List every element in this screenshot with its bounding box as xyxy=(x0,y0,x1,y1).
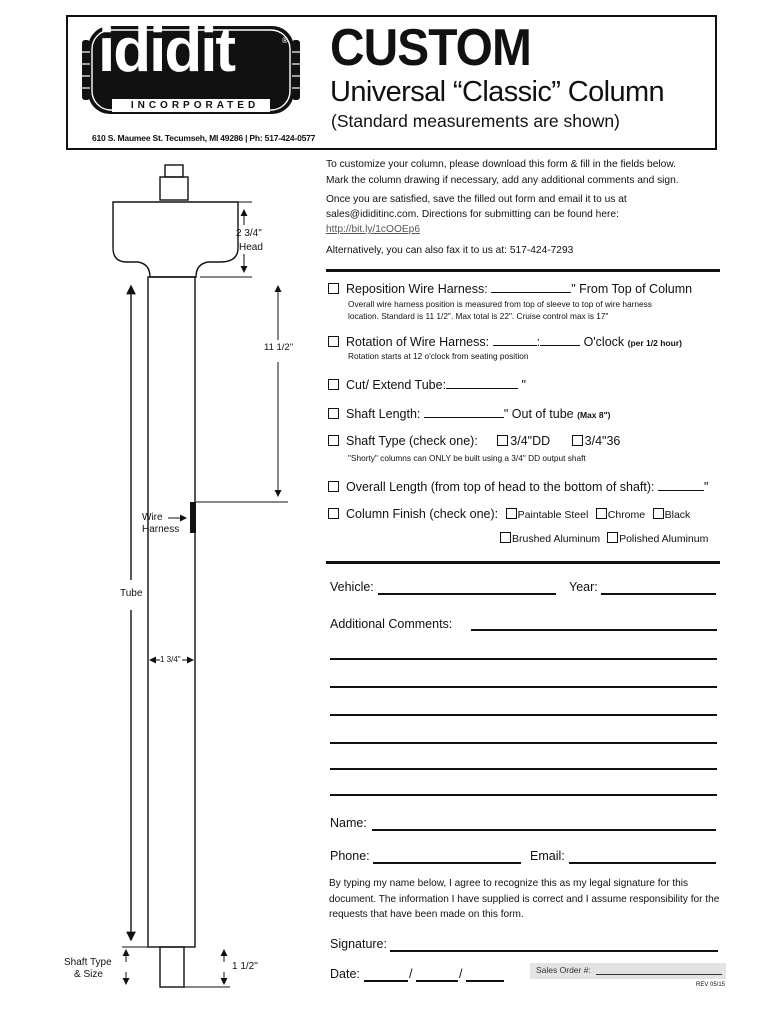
shaft-type-checkbox[interactable] xyxy=(328,435,339,446)
comments-input-line-5[interactable] xyxy=(330,742,717,744)
sales-order-box xyxy=(530,963,726,979)
shaft-type-36-checkbox[interactable] xyxy=(572,435,583,446)
column-finish-row-2 xyxy=(500,531,708,545)
option-cut-extend xyxy=(328,376,526,392)
cut-extend-input[interactable] xyxy=(446,376,518,389)
phone-label: Phone: xyxy=(330,849,370,863)
measurement-note: (Standard measurements are shown) xyxy=(331,111,620,131)
logo-wordmark: ididit xyxy=(98,16,235,85)
finish-paintable-checkbox[interactable] xyxy=(506,508,517,519)
option-overall-length xyxy=(328,478,708,494)
comments-input-line-4[interactable] xyxy=(330,714,717,716)
intro-line-3: Once you are satisfied, save the filled out form and email it to us at xyxy=(326,194,627,205)
wire-harness-note-2: location. Standard is 11 1/2". Max total is 22". Cruise control max is 17" xyxy=(348,311,609,321)
comments-input-line-1[interactable] xyxy=(471,629,717,631)
rotation-note: Rotation starts at 12 o'clock from seating position xyxy=(348,351,529,361)
column-finish-checkbox[interactable] xyxy=(328,508,339,519)
revision-label: REV 05/15 xyxy=(696,982,726,988)
finish-polished-checkbox[interactable] xyxy=(607,532,618,543)
comments-input-line-3[interactable] xyxy=(330,686,717,688)
tube-width-label: 1 3/4" xyxy=(160,655,181,664)
finish-chrome-checkbox[interactable] xyxy=(596,508,607,519)
cut-extend-checkbox[interactable] xyxy=(328,379,339,390)
finish-polished-label: Polished Aluminum xyxy=(619,533,709,545)
finish-paintable-label: Paintable Steel xyxy=(517,509,589,521)
finish-black-label: Black xyxy=(664,509,691,521)
rotation-suffix: O'clock xyxy=(583,335,625,349)
bottom-shaft xyxy=(160,947,184,987)
overall-length-suffix: " xyxy=(704,480,709,494)
finish-brushed-checkbox[interactable] xyxy=(500,532,511,543)
rotation-colon: : xyxy=(536,335,541,349)
signature-input[interactable] xyxy=(390,950,718,952)
email-label: Email: xyxy=(530,849,565,863)
company-address: 610 S. Maumee St. Tecumseh, MI 49286 | Ph: 517-424-0577 xyxy=(92,133,316,143)
shaft-type-label-1: Shaft Type xyxy=(64,957,112,968)
sales-order-label: Sales Order #: xyxy=(536,965,591,975)
wire-harness-checkbox[interactable] xyxy=(328,283,339,294)
shaft-top xyxy=(160,177,188,200)
shaft-length-suffix: " Out of tube xyxy=(503,407,574,421)
cut-extend-suffix: " xyxy=(521,378,526,392)
comments-input-line-2[interactable] xyxy=(330,658,717,660)
column-diagram xyxy=(0,150,320,1024)
column-finish-label: Column Finish (check one): xyxy=(346,507,499,521)
shaft-length-label: Shaft Length: xyxy=(346,407,421,421)
shaft-type-label: Shaft Type (check one): xyxy=(346,434,478,448)
shaft-top-stub xyxy=(165,165,183,177)
vehicle-input[interactable] xyxy=(378,593,556,595)
date-separator-2: / xyxy=(459,967,463,981)
option-column-finish xyxy=(328,507,690,521)
rotation-label: Rotation of Wire Harness: xyxy=(346,335,490,349)
form-title: CUSTOM xyxy=(330,19,531,77)
shaft-type-note: "Shorty" columns can ONLY be built using a 3/4" DD output shaft xyxy=(348,453,586,463)
name-input[interactable] xyxy=(372,829,716,831)
head-dimension-label: 2 3/4" xyxy=(236,228,262,239)
comments-input-line-6[interactable] xyxy=(330,768,717,770)
signature-label: Signature: xyxy=(330,937,387,951)
shaft-length-checkbox[interactable] xyxy=(328,408,339,419)
option-wire-harness xyxy=(328,280,692,296)
section-divider-top xyxy=(326,269,720,272)
comments-label: Additional Comments: xyxy=(330,617,453,631)
intro-line-4: sales@ididitinc.com. Directions for submitting can be found here: xyxy=(326,209,619,220)
column-head xyxy=(113,202,238,277)
comments-input-line-7[interactable] xyxy=(330,794,717,796)
rotation-minute-input[interactable] xyxy=(540,333,580,346)
fax-note: Alternatively, you can also fax it to us at: 517-424-7293 xyxy=(326,245,574,256)
directions-link[interactable]: http://bit.ly/1cOOEp6 xyxy=(326,224,420,235)
column-tube xyxy=(148,277,195,947)
wire-harness-label-2: Harness xyxy=(142,524,180,535)
agreement-text: By typing my name below, I agree to recognize this as my legal signature for this document. The information I have supplied is correct and I assume responsibility for the requests that have been made on this form. xyxy=(329,878,720,920)
shaft-dimension-label: 1 1/2" xyxy=(232,961,258,972)
section-divider-bottom xyxy=(326,561,720,564)
intro-line-2: Mark the column drawing if necessary, add any additional comments and sign. xyxy=(326,175,679,186)
option-shaft-length xyxy=(328,405,610,421)
tube-label: Tube xyxy=(120,588,143,599)
upper-dimension-label: 11 1/2" xyxy=(264,342,294,353)
shaft-type-dd-label: 3/4"DD xyxy=(510,434,551,448)
email-input[interactable] xyxy=(569,862,716,864)
option-rotation xyxy=(328,333,682,349)
year-input[interactable] xyxy=(601,593,716,595)
cut-extend-label: Cut/ Extend Tube: xyxy=(346,378,447,392)
shaft-length-input[interactable] xyxy=(424,405,504,418)
intro-line-1: To customize your column, please download this form & fill in the fields below. xyxy=(326,159,676,170)
wire-harness-suffix: " From Top of Column xyxy=(571,282,693,296)
form-subtitle: Universal “Classic” Column xyxy=(330,76,665,108)
rotation-hour-input[interactable] xyxy=(493,333,537,346)
finish-brushed-label: Brushed Aluminum xyxy=(512,533,601,545)
date-separator-1: / xyxy=(409,967,413,981)
wire-harness-marker xyxy=(190,502,196,533)
logo-registered-mark: ® xyxy=(281,36,289,45)
finish-chrome-label: Chrome xyxy=(607,509,646,521)
wire-harness-input[interactable] xyxy=(491,280,571,293)
logo-subtitle: INCORPORATED xyxy=(130,100,260,111)
date-year-input[interactable] xyxy=(466,980,504,982)
year-label: Year: xyxy=(569,580,598,594)
sales-order-line xyxy=(596,974,722,975)
rotation-per: (per 1/2 hour) xyxy=(627,338,682,348)
wire-harness-note-1: Overall wire harness position is measured from top of sleeve to top of wire harness xyxy=(348,299,652,309)
overall-length-input[interactable] xyxy=(658,478,704,491)
date-label: Date: xyxy=(330,967,360,981)
wire-harness-label: Reposition Wire Harness: xyxy=(346,282,488,296)
head-label: Head xyxy=(239,242,263,253)
overall-length-checkbox[interactable] xyxy=(328,481,339,492)
overall-length-label: Overall Length (from top of head to the bottom of shaft): xyxy=(346,480,655,494)
date-month-input[interactable] xyxy=(364,980,408,982)
option-shaft-type xyxy=(328,434,620,448)
name-label: Name: xyxy=(330,816,367,830)
finish-black-checkbox[interactable] xyxy=(653,508,664,519)
shaft-length-max: (Max 8") xyxy=(577,410,611,420)
shaft-type-dd-checkbox[interactable] xyxy=(497,435,508,446)
phone-input[interactable] xyxy=(373,862,521,864)
rotation-checkbox[interactable] xyxy=(328,336,339,347)
date-day-input[interactable] xyxy=(416,980,458,982)
shaft-type-36-label: 3/4"36 xyxy=(584,434,621,448)
vehicle-label: Vehicle: xyxy=(330,580,374,594)
shaft-type-label-2: & Size xyxy=(74,969,103,980)
wire-harness-label-1: Wire xyxy=(142,512,163,523)
